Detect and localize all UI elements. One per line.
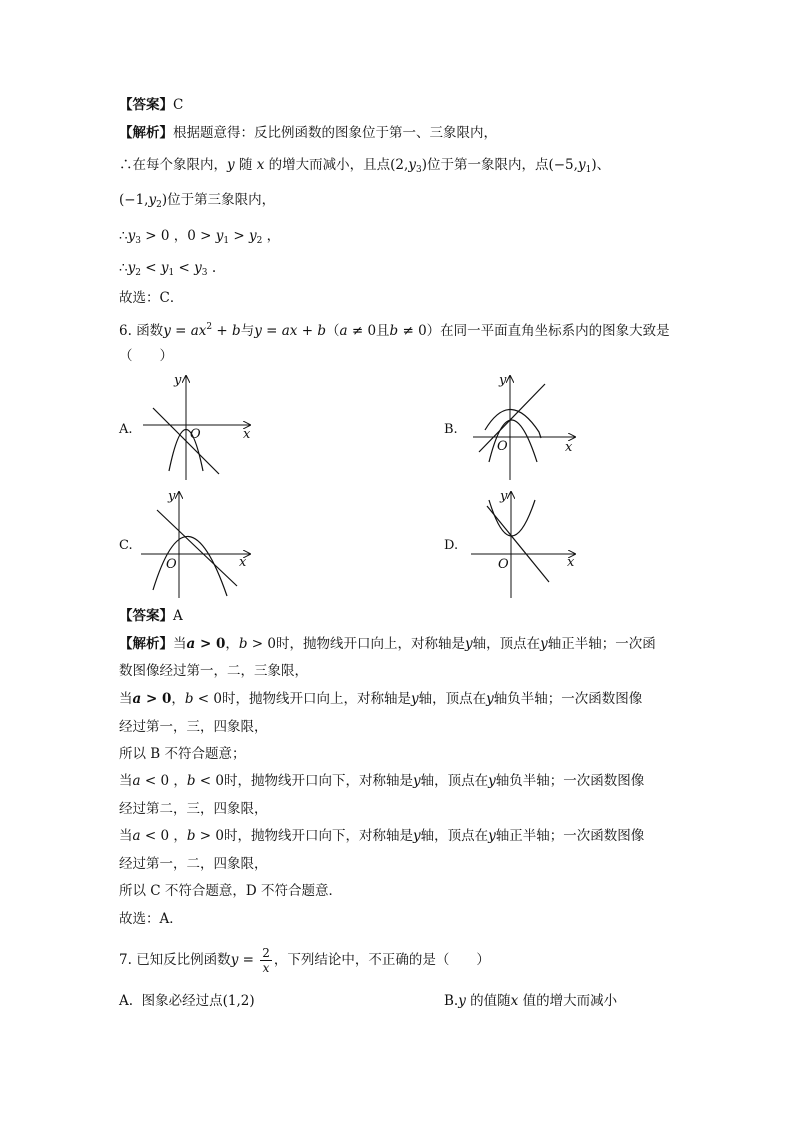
analysis6-text6a: 时，抛物线开口向下，对称轴是 bbox=[223, 773, 413, 789]
math-condition: a ≠ 0且b ≠ 0 bbox=[339, 323, 427, 339]
q7-number: 7. bbox=[119, 952, 132, 968]
analysis5-text2b: 随 bbox=[234, 157, 257, 173]
math-ineq2: $y_2 < y_1 < y_3$ . bbox=[127, 260, 217, 278]
dang-text: 当 bbox=[119, 828, 133, 844]
analysis5-line4 bbox=[119, 227, 280, 250]
analysis6-line11 bbox=[119, 910, 183, 928]
math-point-m5-y1: $(-5,y_1)$ bbox=[548, 157, 597, 175]
math-y: y bbox=[411, 691, 419, 707]
therefore-symbol: ∴ bbox=[119, 228, 128, 244]
y-axis-label: y bbox=[168, 489, 176, 504]
math-y: y bbox=[488, 773, 496, 789]
analysis6-line5 bbox=[119, 745, 246, 763]
analysis6-text6b: 轴，顶点在 bbox=[420, 773, 489, 789]
analysis6-text4: 经过第一，三，四象限， bbox=[119, 719, 268, 735]
analysis5-line6 bbox=[119, 289, 183, 307]
math-y: y bbox=[465, 636, 473, 652]
line-graph bbox=[479, 384, 545, 452]
origin-label: O bbox=[497, 439, 508, 454]
q7-option-a-text: 图象必经过点 bbox=[141, 993, 223, 1009]
analysis5-line1 bbox=[119, 124, 497, 142]
analysis5-text2d: 位于第一象限内，点 bbox=[426, 157, 549, 173]
analysis5-text2c: 的增大而减小，且点 bbox=[264, 157, 391, 173]
math-ineq1: $y_3 > 0$ ，$0 > y_1 > y_2$ ， bbox=[127, 228, 281, 246]
dang-text: 当 bbox=[119, 691, 133, 707]
analysis6-text3a: 时，抛物线开口向上，对称轴是 bbox=[222, 691, 411, 707]
analysis6-text8c: 轴正半轴；一次函数图像 bbox=[495, 828, 645, 844]
analysis5-line3 bbox=[119, 191, 275, 214]
math-inverse-eq: y = $\frac{2}{x}$ bbox=[230, 946, 270, 975]
analysis6-text1: 时，抛物线开口向上，对称轴是 bbox=[276, 636, 465, 652]
answer6-label: 【答案】 bbox=[119, 608, 173, 624]
math-line-eq: y = ax + b bbox=[254, 323, 326, 339]
analysis6-line3 bbox=[119, 690, 642, 708]
parabola-curve bbox=[485, 409, 541, 438]
analysis5-line2 bbox=[119, 156, 610, 179]
math-cond: a > 0 bbox=[132, 691, 172, 707]
origin-label: O bbox=[498, 557, 509, 572]
math-y: y bbox=[412, 773, 421, 789]
q6-option-c-label: C. bbox=[119, 538, 133, 553]
q6-graph-b bbox=[465, 368, 585, 483]
q7-option-b bbox=[444, 992, 617, 1010]
answer5-line bbox=[119, 96, 183, 114]
math-cond: a < 0 ，b > 0 bbox=[132, 828, 224, 844]
analysis6-text11: 故选：A． bbox=[119, 911, 183, 927]
analysis6-text8a: 时，抛物线开口向下，对称轴是 bbox=[223, 828, 413, 844]
analysis6-text9: 经过第一，二，四象限， bbox=[119, 856, 268, 872]
analysis6-text3c: 轴负半轴；一次函数图像 bbox=[493, 691, 643, 707]
math-y: y bbox=[458, 993, 466, 1009]
analysis6-text3b: 轴，顶点在 bbox=[418, 691, 487, 707]
parabola-curve bbox=[489, 500, 535, 536]
math-cond: a < 0 ，b < 0 bbox=[132, 773, 224, 789]
q6-graph-c bbox=[135, 486, 260, 601]
analysis6-line9 bbox=[119, 855, 268, 873]
x-axis-label: x bbox=[565, 440, 573, 455]
analysis6-text10: 所以 C 不符合题意，D 不符合题意． bbox=[119, 883, 343, 899]
analysis5-text1: 根据题意得：反比例函数的图象位于第一、三象限内， bbox=[173, 125, 497, 141]
math-parabola-eq: $y = ax^2 + b$ bbox=[163, 322, 241, 339]
line-graph bbox=[487, 506, 549, 582]
y-axis-label: y bbox=[174, 373, 182, 388]
answer6-line bbox=[119, 607, 183, 625]
analysis6-text1b: 轴，顶点在 bbox=[472, 636, 541, 652]
analysis6-text2: 数图像经过第一，二，三象限， bbox=[119, 663, 308, 679]
analysis5-text2e: 、 bbox=[596, 157, 611, 173]
q7-text-b: ，下列结论中，不正确的是（ ） bbox=[273, 952, 490, 968]
x-axis-label: x bbox=[243, 427, 251, 442]
math-point-1-2: (1,2) bbox=[222, 993, 255, 1009]
analysis6-line8 bbox=[119, 827, 644, 845]
analysis6-line4 bbox=[119, 718, 268, 736]
math-y: y bbox=[412, 828, 421, 844]
analysis5-line5 bbox=[119, 259, 216, 282]
math-point-2-y3: $(2,y_3)$ bbox=[390, 157, 427, 175]
math-y: y bbox=[227, 157, 235, 173]
math-cond: a > 0 bbox=[186, 636, 226, 652]
analysis6-text5: 所以 B 不符合题意； bbox=[119, 746, 246, 762]
analysis5-label: 【解析】 bbox=[119, 125, 173, 141]
q7-stem bbox=[119, 945, 490, 975]
q7-option-a-label: A. bbox=[119, 993, 134, 1009]
math-point-m1-y2: $(-1,y_2)$ bbox=[119, 192, 168, 210]
q7-option-a bbox=[119, 992, 255, 1010]
answer6-value: A bbox=[173, 608, 183, 624]
analysis6-text1c: 轴正半轴；一次函 bbox=[547, 636, 656, 652]
origin-label: O bbox=[166, 557, 177, 572]
analysis6-line6 bbox=[119, 772, 644, 790]
q6-number: 6. bbox=[119, 323, 132, 339]
analysis6-text7: 经过第二，三，四象限， bbox=[119, 801, 268, 817]
q6-paren bbox=[119, 347, 173, 365]
q7-option-b-text-b: 值的增大而减小 bbox=[522, 993, 618, 1009]
line-graph bbox=[157, 510, 237, 586]
q6-text-b: 与 bbox=[240, 323, 255, 339]
q6-option-d-label: D. bbox=[444, 538, 459, 553]
x-axis-label: x bbox=[239, 555, 247, 570]
analysis6-text6c: 轴负半轴；一次函数图像 bbox=[495, 773, 645, 789]
q6-stem bbox=[119, 318, 670, 340]
q7-option-b-text-a: 的值随 bbox=[470, 993, 511, 1009]
q6-text-c: （ bbox=[325, 323, 340, 339]
math-y: y bbox=[540, 636, 548, 652]
math-x: x bbox=[256, 157, 265, 173]
analysis5-text2a: ∴在每个象限内， bbox=[119, 157, 227, 173]
analysis6-text8b: 轴，顶点在 bbox=[420, 828, 489, 844]
q6-option-a-label: A. bbox=[119, 422, 133, 437]
y-axis-label: y bbox=[500, 489, 508, 504]
origin-label: O bbox=[190, 427, 201, 442]
therefore-symbol: ∴ bbox=[119, 260, 128, 276]
math-cond-b: ，b > 0 bbox=[225, 636, 276, 652]
math-y: y bbox=[486, 691, 494, 707]
q6-graph-d bbox=[465, 486, 585, 601]
answer5-value: C bbox=[173, 97, 184, 113]
analysis6-line10 bbox=[119, 882, 342, 900]
x-axis-label: x bbox=[567, 555, 575, 570]
q6-text-a: 函数 bbox=[136, 323, 164, 339]
q6-graph-a bbox=[135, 368, 260, 483]
math-x: x bbox=[510, 993, 519, 1009]
analysis6-line1 bbox=[119, 635, 656, 653]
q6-paren-text: （ ） bbox=[119, 348, 173, 364]
analysis6-line7 bbox=[119, 800, 268, 818]
analysis6-line2 bbox=[119, 662, 308, 680]
math-cond-b: ，b < 0 bbox=[171, 691, 222, 707]
analysis6-label: 【解析】 bbox=[119, 636, 173, 652]
dang-text: 当 bbox=[173, 636, 187, 652]
math-y: y bbox=[488, 828, 496, 844]
q6-option-b-label: B. bbox=[444, 422, 458, 437]
q6-text-d: ）在同一平面直角坐标系内的图象大致是 bbox=[426, 323, 670, 339]
y-axis-label: y bbox=[499, 373, 507, 388]
dang-text: 当 bbox=[119, 773, 133, 789]
analysis5-text6: 故选：C． bbox=[119, 290, 184, 306]
analysis5-text3: 位于第三象限内， bbox=[167, 192, 276, 208]
q7-option-b-label: B. bbox=[444, 993, 459, 1009]
answer5-label: 【答案】 bbox=[119, 97, 173, 113]
q7-text-a: 已知反比例函数 bbox=[136, 952, 231, 968]
